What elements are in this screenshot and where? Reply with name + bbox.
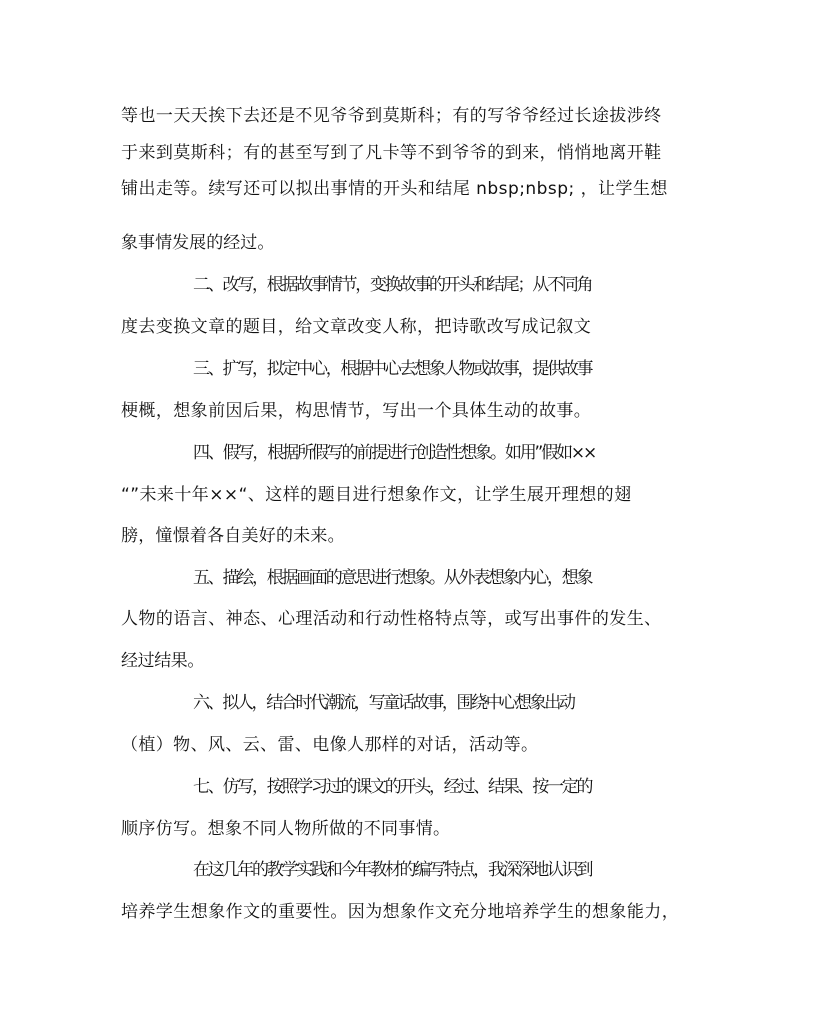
text-line: 四、假写，根据所假写的前提进行创造性想象。如用”假如×× [193,443,596,463]
text-line: 度去变换文章的题目，给文章改变人称，把诗歌改写成记叙文 [121,317,592,337]
text-line: 二、改写，根据故事情节，变换故事的开头和结尾；从不同角 [193,275,592,295]
text-line: “”未来十年××“、这样的题目进行想象作文，让学生展开理想的翅 [121,485,632,505]
text-line: 人物的语言、神态、心理活动和行动性格特点等，或写出事件的发生、 [121,609,662,629]
text-line: 在这几年的教学实践和今年教材的编写特点，我深深地认识到 [193,860,592,880]
text-line: 经过结果。 [121,651,204,671]
text-line: 等也一天天挨下去还是不见爷爷到莫斯科；有的写爷爷经过长途拔涉终 [121,106,662,126]
text-line: 梗概，想象前因后果，构思情节，写出一个具体生动的故事。 [121,401,592,421]
text-line: 铺出走等。续写还可以拟出事情的开头和结尾 nbsp;nbsp; ，让学生想 [121,179,668,199]
text-line: 五、描绘，根据画面的意思进行想象。从外表想象内心，想象 [193,568,592,588]
text-line: 于来到莫斯科；有的甚至写到了凡卡等不到爷爷的到来，悄悄地离开鞋 [121,143,662,163]
text-line: （植）物、风、云、雷、电像人那样的对话，活动等。 [121,735,539,755]
text-line: 培养学生想象作文的重要性。因为想象作文充分地培养学生的想象能力， [121,902,680,922]
text-line: 三、扩写，拟定中心，根据中心去想象人物或故事，提供故事 [193,359,592,379]
text-line: 七、仿写，按照学习过的课文的开头，经过、结果、按一定的 [193,777,592,797]
text-line: 膀，憧憬着各自美好的未来。 [121,526,345,546]
text-line: 六、拟人，结合时代潮流，写童话故事，围绕中心想象出动 [193,693,574,713]
text-line: 顺序仿写。想象不同人物所做的不同事情。 [121,819,451,839]
text-line: 象事情发展的经过。 [121,233,275,253]
